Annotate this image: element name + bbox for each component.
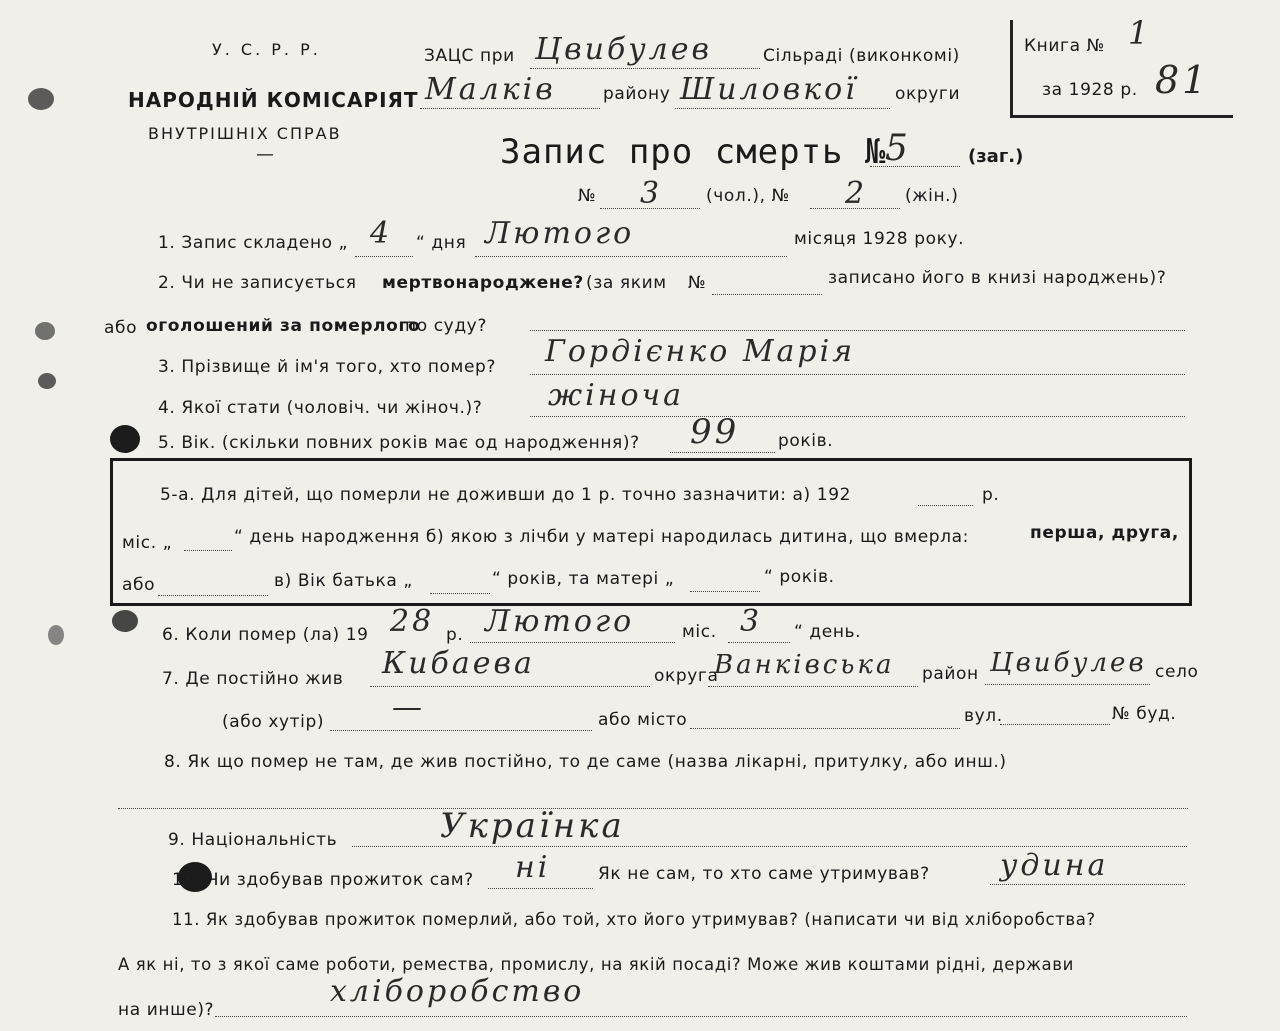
punch-hole	[38, 373, 56, 389]
field6-month-line	[470, 622, 675, 643]
field10-prefix: 10. Чи здобував прожиток сам?	[172, 870, 474, 890]
male-number-handwritten: 3	[640, 176, 663, 211]
child-line1: 5-а. Для дітей, що померли не доживши до 1 р. точно зазначити: а) 192	[160, 485, 852, 505]
field5-label: 5. Вік. (скільки повних років має од народження)?	[158, 433, 640, 453]
field7-city-line	[690, 708, 960, 729]
field4-line	[530, 396, 1185, 417]
field7-vul: вул.	[964, 706, 1003, 726]
field2-number-line	[712, 274, 822, 295]
child-line3-abo: або	[122, 575, 156, 595]
child-year-line	[918, 485, 973, 506]
field1-month-handwritten: Лютого	[485, 216, 635, 251]
field2-a: 2. Чи не записується	[158, 273, 357, 293]
field7-village-handwritten: Кибаева	[382, 646, 535, 681]
field6-year-handwritten: 28	[390, 604, 435, 639]
field3-label: 3. Прізвище й ім'я того, хто помер?	[158, 357, 497, 377]
field2-declared: оголошений за померлого	[146, 316, 421, 336]
field7-okrug-handwritten: Ванківська	[714, 650, 895, 680]
child-mother-age-line	[690, 571, 760, 592]
punch-hole	[28, 88, 54, 110]
female-suffix: (жін.)	[905, 186, 959, 206]
field9-nationality-handwritten: Українка	[440, 806, 625, 846]
field9-label: 9. Національність	[168, 830, 338, 850]
child-line2-mid: “ день народження б) якою з лічби у матері народилась дитина, що вмерла:	[234, 527, 969, 547]
internal-affairs-label: ВНУТРІШНІХ СПРАВ	[148, 124, 342, 143]
council-handwritten: Цвибулев	[535, 32, 712, 67]
field2-court-line	[530, 310, 1185, 331]
field7-khutir-line	[330, 710, 592, 731]
field8-label: 8. Як що помер не там, де жив постійно, то де саме (назва лікарні, притулку, або инш.)	[164, 752, 1007, 772]
field6-mis: міс.	[682, 622, 717, 642]
field1-day-handwritten: 4	[370, 216, 393, 251]
field7-bud: № буд.	[1112, 704, 1177, 724]
field3-line	[530, 354, 1185, 375]
field5-age-handwritten: 99	[690, 412, 740, 452]
record-number-line	[870, 146, 960, 167]
council-line	[530, 48, 760, 69]
okrug-line	[675, 88, 890, 109]
book-label: Книга №	[1024, 36, 1105, 56]
field6-prefix: 6. Коли помер (ла) 19	[162, 625, 369, 645]
republic-label: У. С. Р. Р.	[212, 40, 321, 59]
punch-hole	[110, 425, 140, 453]
punch-hole	[35, 322, 55, 340]
field7-okrug-line	[708, 666, 918, 687]
field6-day-line	[728, 622, 790, 643]
book-number-handwritten: 1	[1128, 14, 1152, 52]
field7-village-line	[370, 666, 650, 687]
child-line3-years1: “ років, та матері „	[492, 569, 675, 589]
field6-r: р.	[446, 625, 464, 645]
field10-supporter-handwritten: удина	[1000, 848, 1109, 883]
female-number-handwritten: 2	[845, 176, 868, 211]
field7-street-line	[1000, 704, 1110, 725]
commissariat-title: НАРОДНІЙ КОМІСАРІЯТ	[128, 88, 419, 112]
male-number-line	[600, 188, 700, 209]
field7-selo: село	[1155, 662, 1199, 682]
child-month-line	[184, 530, 232, 551]
field1-suffix: місяця 1928 року.	[794, 229, 965, 249]
field6-day-handwritten: 3	[740, 604, 763, 639]
field4-label: 4. Якої стати (чоловіч. чи жіноч.)?	[158, 398, 483, 418]
field5-line	[670, 432, 775, 453]
record-number-handwritten: 5	[885, 128, 911, 169]
field9-line	[352, 826, 1187, 847]
field7-raion-handwritten: Цвибулев	[990, 648, 1147, 678]
punch-hole	[48, 625, 64, 645]
field7-prefix: 7. Де постійно жив	[162, 669, 344, 689]
field10-self-line	[488, 868, 593, 889]
district-line	[420, 88, 600, 109]
field7-raion-line	[985, 664, 1150, 685]
field1-month-line	[475, 236, 787, 257]
field7-khutir: (або хутір)	[222, 712, 325, 732]
field11-line	[215, 996, 1187, 1017]
field11-line3: на инше)?	[118, 1000, 215, 1020]
district-label: району	[603, 84, 671, 104]
female-number-line	[810, 188, 900, 209]
book-page-handwritten: 81	[1155, 58, 1210, 102]
district-handwritten: Малків	[425, 72, 556, 107]
okrug-handwritten: Шиловкої	[680, 72, 858, 107]
record-title: Запис про смерть №	[500, 132, 887, 172]
record-total-suffix: (заг.)	[968, 146, 1024, 167]
header-divider: —	[256, 144, 274, 165]
child-line3-years2: “ років.	[764, 567, 835, 587]
field2-no: №	[688, 273, 707, 293]
punch-hole	[112, 610, 138, 632]
child-line3-father: в) Вік батька „	[274, 571, 413, 591]
council-label: Сільраді (виконкомі)	[763, 46, 960, 66]
field10-mid: Як не сам, то хто саме утримував?	[598, 864, 930, 884]
zags-label: ЗАЦС при	[424, 46, 515, 66]
field6-den: “ день.	[794, 622, 862, 642]
field2-c: (за яким	[586, 273, 667, 293]
field7-raion: район	[922, 664, 979, 684]
child-father-age-line	[430, 573, 490, 594]
male-suffix: (чол.), №	[706, 186, 790, 206]
child-order-line	[158, 575, 268, 596]
field2-f: або	[104, 318, 138, 338]
field2-e: записано його в книзі народжень)?	[828, 268, 1167, 288]
field7-dash: —	[392, 690, 425, 725]
field11-livelihood-handwritten: хліборобство	[330, 974, 585, 1009]
field5-suffix: років.	[778, 431, 834, 451]
field10-supporter-line	[990, 864, 1185, 885]
male-number-label: №	[578, 186, 597, 206]
field1-prefix: 1. Запис складено „	[158, 233, 349, 253]
field6-month-handwritten: Лютого	[485, 604, 635, 639]
field4-sex-handwritten: жіноча	[548, 378, 685, 413]
book-year-label: за 1928 р.	[1042, 80, 1138, 100]
field7-misto: або місто	[598, 710, 688, 730]
field1-day-line	[355, 236, 413, 257]
field7-okruga: округа	[654, 666, 719, 686]
okrug-label: округи	[895, 84, 961, 104]
field11-line2: А як ні, то з якої саме роботи, ремества, промислу, на якій посаді? Може жив коштами рідні, держави	[118, 955, 1074, 974]
field8-line	[118, 788, 1188, 809]
field11-line1: 11. Як здобував прожиток померлий, або той, хто його утримував? (написати чи від хліборобства?	[172, 910, 1096, 929]
field10-self-handwritten: ні	[515, 850, 551, 885]
child-line2-bold: перша, друга,	[1030, 523, 1179, 543]
child-line2-mis: міс. „	[122, 533, 173, 553]
field1-mid: “ дня	[416, 233, 467, 253]
child-line1-r: р.	[982, 485, 1000, 505]
field3-name-handwritten: Гордієнко Марія	[545, 334, 856, 369]
field2-h: по суду?	[405, 316, 487, 336]
field2-stillborn: мертвонароджене?	[382, 273, 584, 293]
